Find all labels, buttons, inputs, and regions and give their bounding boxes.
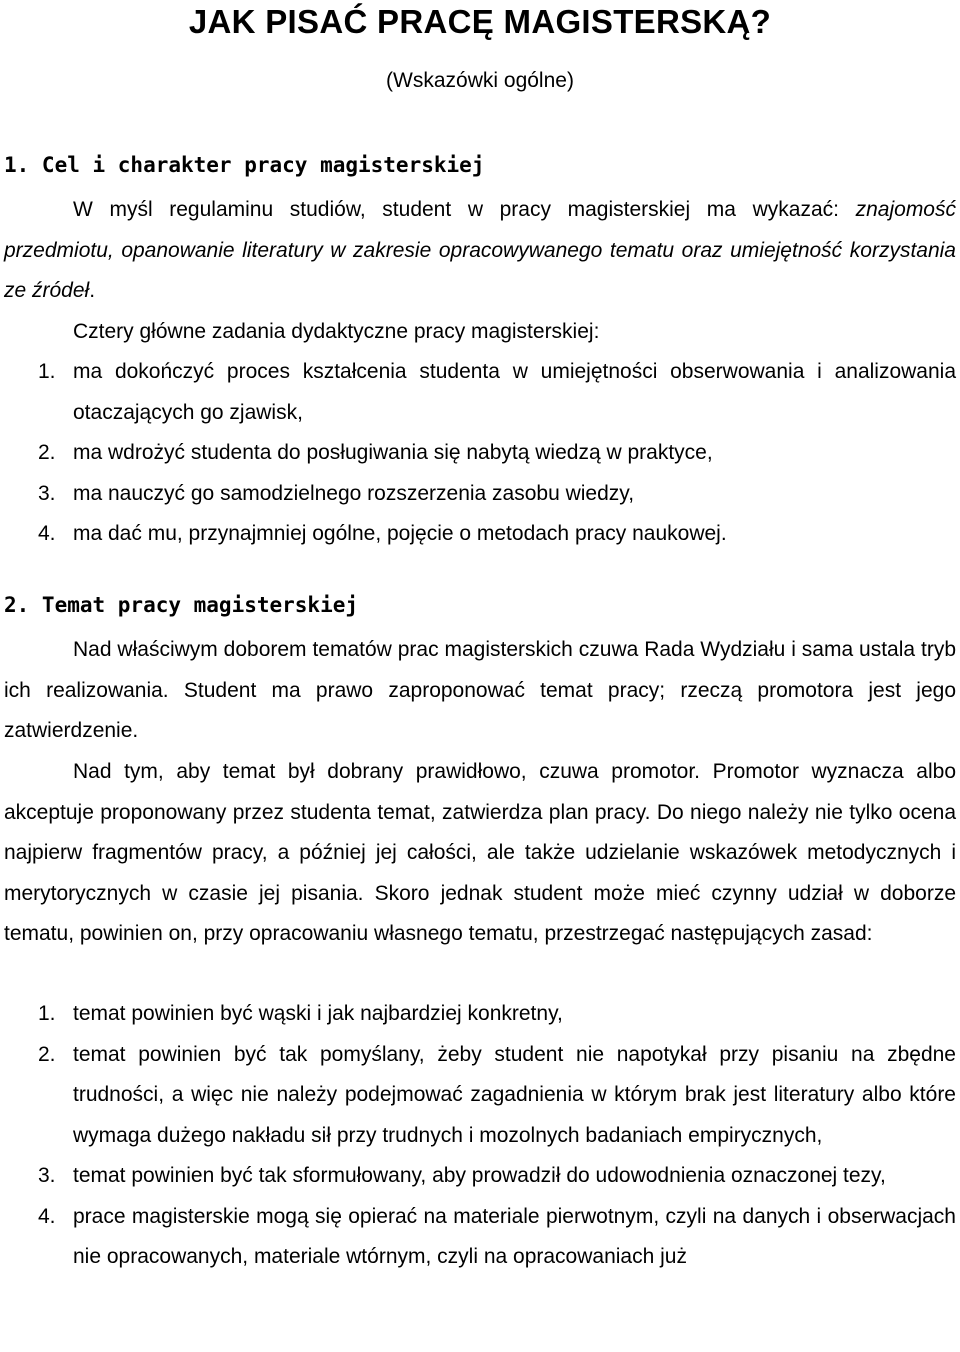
list-item	[4, 433, 956, 474]
list-item-number: 1.	[38, 1002, 56, 1025]
section-1-tasks-intro: Cztery główne zadania dydaktyczne pracy magisterskiej:	[73, 320, 600, 343]
list-item	[4, 352, 956, 433]
section-2-heading: 2. Temat pracy magisterskiej	[4, 593, 359, 617]
list-item	[4, 474, 956, 515]
section-2-rules-list	[4, 994, 956, 1278]
list-item-text: ma wdrożyć studenta do posługiwania się nabytą wiedzą w praktyce,	[73, 441, 713, 464]
section-1-tasks-list	[4, 352, 956, 555]
list-item-text: ma dać mu, przynajmniej ogólne, pojęcie o metodach pracy naukowej.	[73, 522, 727, 545]
section-2-paragraph-1: Nad właściwym doborem tematów prac magisterskich czuwa Rada Wydziału i sama ustala tryb ich realizowania. Student ma prawo zaproponować temat pracy; rzeczą promotora jest jego zatwierdzenie.	[4, 638, 956, 742]
list-item-text: ma nauczyć go samodzielnego rozszerzenia zasobu wiedzy,	[73, 481, 635, 505]
section-1-intro	[4, 190, 956, 312]
list-item-number: 2.	[38, 1042, 56, 1066]
list-item-number: 3.	[38, 1164, 56, 1187]
section-1-intro-italic: znajomość przedmiotu, opanowanie literatury w zakresie opracowywanego tematu oraz umiejętność korzystania ze źródeł	[4, 198, 956, 302]
document-subtitle: (Wskazówki ogólne)	[386, 69, 574, 92]
section-1-intro-suffix: .	[89, 279, 96, 302]
document-title: JAK PISAĆ PRACĘ MAGISTERSKĄ?	[188, 3, 772, 40]
list-item-number: 4.	[38, 522, 56, 545]
section-1-heading: 1. Cel i charakter pracy magisterskiej	[4, 153, 485, 177]
list-item	[4, 1197, 956, 1278]
list-item-number: 2.	[38, 441, 56, 464]
list-item-text: temat powinien być tak sformułowany, aby prowadził do udowodnienia oznaczonej tezy,	[73, 1164, 886, 1187]
list-item-number: 4.	[38, 1204, 56, 1228]
list-item	[4, 1156, 956, 1197]
section-2-paragraph-2: Nad tym, aby temat był dobrany prawidłowo, czuwa promotor. Promotor wyznacza albo akceptuje proponowany przez studenta temat, zatwierdza plan pracy. Do niego należy nie tylko ocena najpierw fragmentów pracy, a później jej całości, ale także udzielanie wskazówek metodycznych i merytorycznych w czasie jej pisania. Skoro jednak student może mieć czynny udział w doborze tematu, powinien on, przy opracowaniu własnego tematu, przestrzegać następujących zasad:	[4, 760, 956, 945]
list-item-number: 3.	[38, 481, 56, 505]
list-item-text: ma dokończyć proces kształcenia studenta w umiejętności obserwowania i analizowania otaczających go zjawisk,	[73, 360, 956, 424]
list-item-number: 1.	[38, 360, 56, 383]
list-item	[4, 514, 956, 555]
list-item-text: temat powinien być wąski i jak najbardziej konkretny,	[73, 1002, 563, 1025]
list-item	[4, 1035, 956, 1157]
list-item-text: temat powinien być tak pomyślany, żeby student nie napotykał przy pisaniu na zbędne trudności, a więc nie należy podejmować zagadnienia w którym brak jest literatury albo które wymaga dużego nakładu sił przy trudnych i mozolnych badaniach empirycznych,	[73, 1042, 956, 1147]
list-item	[4, 994, 956, 1035]
section-1-intro-prefix: W myśl regulaminu studiów, student w pracy magisterskiej ma wykazać:	[73, 198, 856, 221]
list-item-text: prace magisterskie mogą się opierać na materiale pierwotnym, czyli na danych i obserwacjach nie opracowanych, materiale wtórnym, czyli na opracowaniach już	[73, 1204, 956, 1268]
